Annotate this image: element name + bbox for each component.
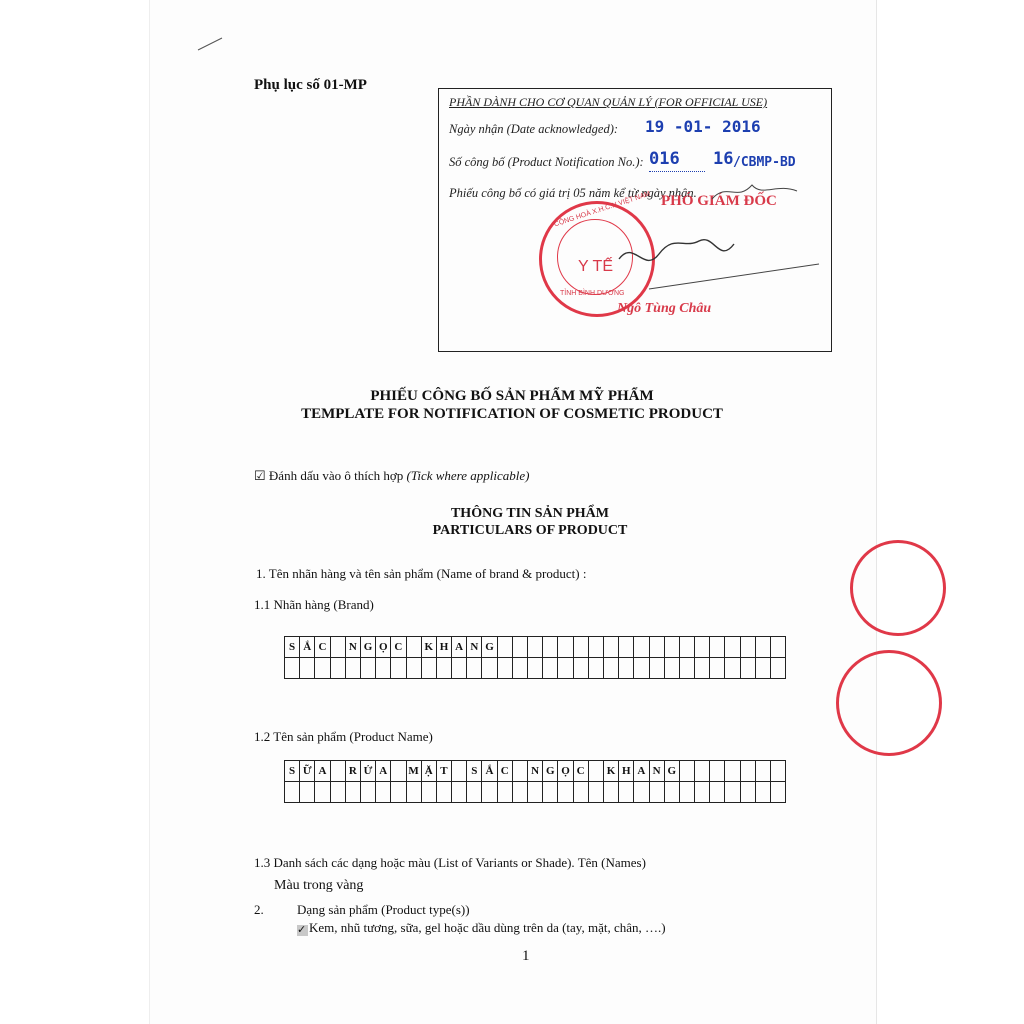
- grid-cell: [421, 782, 436, 803]
- grid-cell: [771, 658, 786, 679]
- tick-instruction: [254, 468, 529, 484]
- grid-cell: A: [634, 761, 649, 782]
- grid-cell: S: [467, 761, 482, 782]
- grid-cell: [300, 658, 315, 679]
- notification-number-label: Số công bố (Product Notification No.):: [449, 155, 644, 169]
- grid-cell: [588, 761, 603, 782]
- grid-cell: [330, 761, 345, 782]
- grid-cell: [755, 761, 770, 782]
- grid-cell: [360, 782, 375, 803]
- grid-cell: [740, 782, 755, 803]
- validity-label: Phiếu công bố có giá trị 05 năm kể từ ngày nhận.: [449, 186, 697, 200]
- grid-cell: K: [603, 761, 618, 782]
- grid-cell: [391, 761, 406, 782]
- grid-cell: Ắ: [300, 637, 315, 658]
- grid-cell: C: [315, 637, 330, 658]
- grid-cell: G: [664, 761, 679, 782]
- grid-cell: Ử: [360, 761, 375, 782]
- section-title-vi: THÔNG TIN SẢN PHẨM: [450, 506, 610, 521]
- grid-cell: [285, 782, 300, 803]
- grid-cell: [755, 637, 770, 658]
- grid-cell: [771, 761, 786, 782]
- grid-cell: [771, 782, 786, 803]
- grid-cell: [679, 761, 694, 782]
- grid-cell: [421, 658, 436, 679]
- grid-cell: [664, 658, 679, 679]
- grid-cell: [634, 782, 649, 803]
- grid-cell: C: [573, 761, 588, 782]
- item-1-3-label: 1.3 Danh sách các dạng hoặc màu (List of Variants or Shade). Tên (Names): [254, 855, 646, 870]
- grid-cell: A: [376, 761, 391, 782]
- grid-cell: [497, 637, 512, 658]
- grid-cell: [710, 782, 725, 803]
- item-1-1-label: 1.1 Nhãn hàng (Brand): [254, 597, 374, 612]
- form-title-vi: PHIẾU CÔNG BỐ SẢN PHẨM MỸ PHẨM: [370, 388, 654, 404]
- grid-cell: [330, 658, 345, 679]
- grid-cell: [452, 782, 467, 803]
- seal-province: TỈNH BÌNH DƯƠNG: [560, 290, 625, 297]
- grid-cell: [619, 658, 634, 679]
- grid-cell: Ắ: [482, 761, 497, 782]
- grid-cell: [436, 658, 451, 679]
- grid-cell: [315, 658, 330, 679]
- grid-row: [285, 761, 786, 782]
- grid-cell: [300, 782, 315, 803]
- grid-cell: [695, 761, 710, 782]
- grid-cell: [649, 658, 664, 679]
- grid-cell: [558, 637, 573, 658]
- grid-cell: [406, 658, 421, 679]
- grid-cell: [679, 658, 694, 679]
- grid-cell: N: [345, 637, 360, 658]
- grid-cell: [664, 782, 679, 803]
- signer-name: Ngô Tùng Châu: [617, 301, 712, 316]
- product-type-option: [297, 920, 666, 936]
- grid-cell: [695, 637, 710, 658]
- stamp-title: PHÓ GIÁM ĐỐC: [661, 193, 777, 209]
- date-acknowledged-value: 19 -01- 2016: [645, 117, 761, 136]
- initial-mark: [707, 177, 807, 207]
- grid-cell: [497, 782, 512, 803]
- grid-cell: [512, 782, 527, 803]
- grid-cell: [452, 658, 467, 679]
- grid-cell: K: [421, 637, 436, 658]
- grid-cell: Ọ: [376, 637, 391, 658]
- grid-cell: R: [345, 761, 360, 782]
- grid-cell: [771, 637, 786, 658]
- grid-cell: H: [619, 761, 634, 782]
- grid-cell: [497, 658, 512, 679]
- grid-cell: [528, 782, 543, 803]
- grid-cell: [376, 782, 391, 803]
- grid-cell: [573, 658, 588, 679]
- grid-cell: [512, 637, 527, 658]
- brand-grid: [284, 636, 786, 679]
- grid-cell: [543, 658, 558, 679]
- grid-cell: [285, 658, 300, 679]
- grid-cell: [573, 637, 588, 658]
- grid-cell: [573, 782, 588, 803]
- grid-cell: [755, 782, 770, 803]
- grid-cell: H: [436, 637, 451, 658]
- notification-number-prefix: 016: [649, 149, 680, 169]
- official-use-box: [438, 88, 832, 352]
- grid-cell: [740, 658, 755, 679]
- grid-cell: G: [482, 637, 497, 658]
- grid-cell: [528, 637, 543, 658]
- grid-cell: T: [436, 761, 451, 782]
- item-1-label: 1. Tên nhãn hàng và tên sản phẩm (Name of brand & product) :: [256, 566, 587, 581]
- grid-cell: A: [315, 761, 330, 782]
- section-title-en: PARTICULARS OF PRODUCT: [432, 523, 628, 538]
- grid-cell: [664, 637, 679, 658]
- grid-cell: [649, 782, 664, 803]
- grid-cell: [558, 782, 573, 803]
- grid-cell: N: [528, 761, 543, 782]
- grid-cell: [634, 637, 649, 658]
- grid-cell: [512, 658, 527, 679]
- grid-row: [285, 637, 786, 658]
- grid-cell: [330, 782, 345, 803]
- grid-cell: [482, 658, 497, 679]
- grid-cell: [467, 658, 482, 679]
- date-acknowledged-label: Ngày nhận (Date acknowledged):: [449, 122, 619, 136]
- margin-seal-top: [850, 540, 946, 636]
- grid-cell: [467, 782, 482, 803]
- grid-cell: [619, 637, 634, 658]
- grid-cell: [315, 782, 330, 803]
- margin-seal-bottom: [836, 650, 942, 756]
- grid-cell: N: [649, 761, 664, 782]
- grid-cell: [406, 637, 421, 658]
- grid-cell: C: [497, 761, 512, 782]
- grid-cell: [649, 637, 664, 658]
- grid-cell: [603, 782, 618, 803]
- seal-text: Y TẾ: [578, 258, 613, 275]
- grid-cell: Ặ: [421, 761, 436, 782]
- grid-row: [285, 658, 786, 679]
- grid-cell: [482, 782, 497, 803]
- grid-cell: N: [467, 637, 482, 658]
- notification-number-suffix: /CBMP-BD: [733, 155, 796, 170]
- grid-cell: [588, 637, 603, 658]
- grid-cell: [588, 782, 603, 803]
- grid-cell: [725, 658, 740, 679]
- grid-cell: [603, 637, 618, 658]
- grid-cell: [345, 782, 360, 803]
- grid-cell: [725, 637, 740, 658]
- checkbox-checked-icon[interactable]: ✓: [297, 924, 307, 936]
- grid-cell: [725, 761, 740, 782]
- grid-cell: S: [285, 637, 300, 658]
- grid-cell: G: [543, 761, 558, 782]
- grid-cell: [725, 782, 740, 803]
- product-name-grid: [284, 760, 786, 803]
- grid-cell: [695, 658, 710, 679]
- grid-cell: [710, 658, 725, 679]
- item-2-label: Dạng sản phẩm (Product type(s)): [297, 902, 470, 917]
- grid-cell: [679, 782, 694, 803]
- grid-row: [285, 782, 786, 803]
- variant-name: Màu trong vàng: [274, 878, 364, 893]
- grid-cell: [679, 637, 694, 658]
- notification-number-mid: 16: [713, 149, 734, 169]
- grid-cell: [330, 637, 345, 658]
- official-box-heading: PHẦN DÀNH CHO CƠ QUAN QUẢN LÝ (FOR OFFICIAL USE): [449, 95, 768, 109]
- grid-cell: [391, 658, 406, 679]
- grid-cell: S: [285, 761, 300, 782]
- item-1-2-label: 1.2 Tên sản phẩm (Product Name): [254, 729, 433, 744]
- grid-cell: [710, 761, 725, 782]
- grid-cell: [452, 761, 467, 782]
- grid-cell: Ọ: [558, 761, 573, 782]
- page-number: 1: [522, 948, 530, 964]
- grid-cell: [710, 637, 725, 658]
- grid-cell: [528, 658, 543, 679]
- grid-cell: [619, 782, 634, 803]
- tick-instruction-en: (Tick where applicable): [406, 468, 530, 483]
- grid-cell: Ữ: [300, 761, 315, 782]
- grid-cell: [634, 658, 649, 679]
- grid-cell: [512, 761, 527, 782]
- grid-cell: [603, 658, 618, 679]
- grid-cell: [376, 658, 391, 679]
- grid-cell: [740, 637, 755, 658]
- corner-mark: [196, 34, 226, 54]
- grid-cell: [345, 658, 360, 679]
- grid-cell: [543, 782, 558, 803]
- grid-cell: [360, 658, 375, 679]
- grid-cell: [406, 782, 421, 803]
- grid-cell: [740, 761, 755, 782]
- number-dotted-line: [649, 171, 705, 172]
- grid-cell: M: [406, 761, 421, 782]
- grid-cell: [588, 658, 603, 679]
- grid-cell: [436, 782, 451, 803]
- grid-cell: [755, 658, 770, 679]
- grid-cell: C: [391, 637, 406, 658]
- tick-instruction-vi: ☑ Đánh dấu vào ô thích hợp: [254, 468, 404, 483]
- grid-cell: [558, 658, 573, 679]
- item-2-number: 2.: [254, 902, 264, 917]
- grid-cell: [543, 637, 558, 658]
- product-type-option-label: Kem, nhũ tương, sữa, gel hoặc dầu dùng trên da (tay, mặt, chân, ….): [309, 920, 666, 935]
- grid-cell: G: [360, 637, 375, 658]
- form-title-en: TEMPLATE FOR NOTIFICATION OF COSMETIC PRODUCT: [301, 406, 723, 422]
- grid-cell: [391, 782, 406, 803]
- grid-cell: [695, 782, 710, 803]
- seal-ring-text: CỘNG HOÀ X.H.C.N VIỆT NAM: [553, 190, 652, 229]
- grid-cell: A: [452, 637, 467, 658]
- annex-label: Phụ lục số 01-MP: [254, 77, 367, 93]
